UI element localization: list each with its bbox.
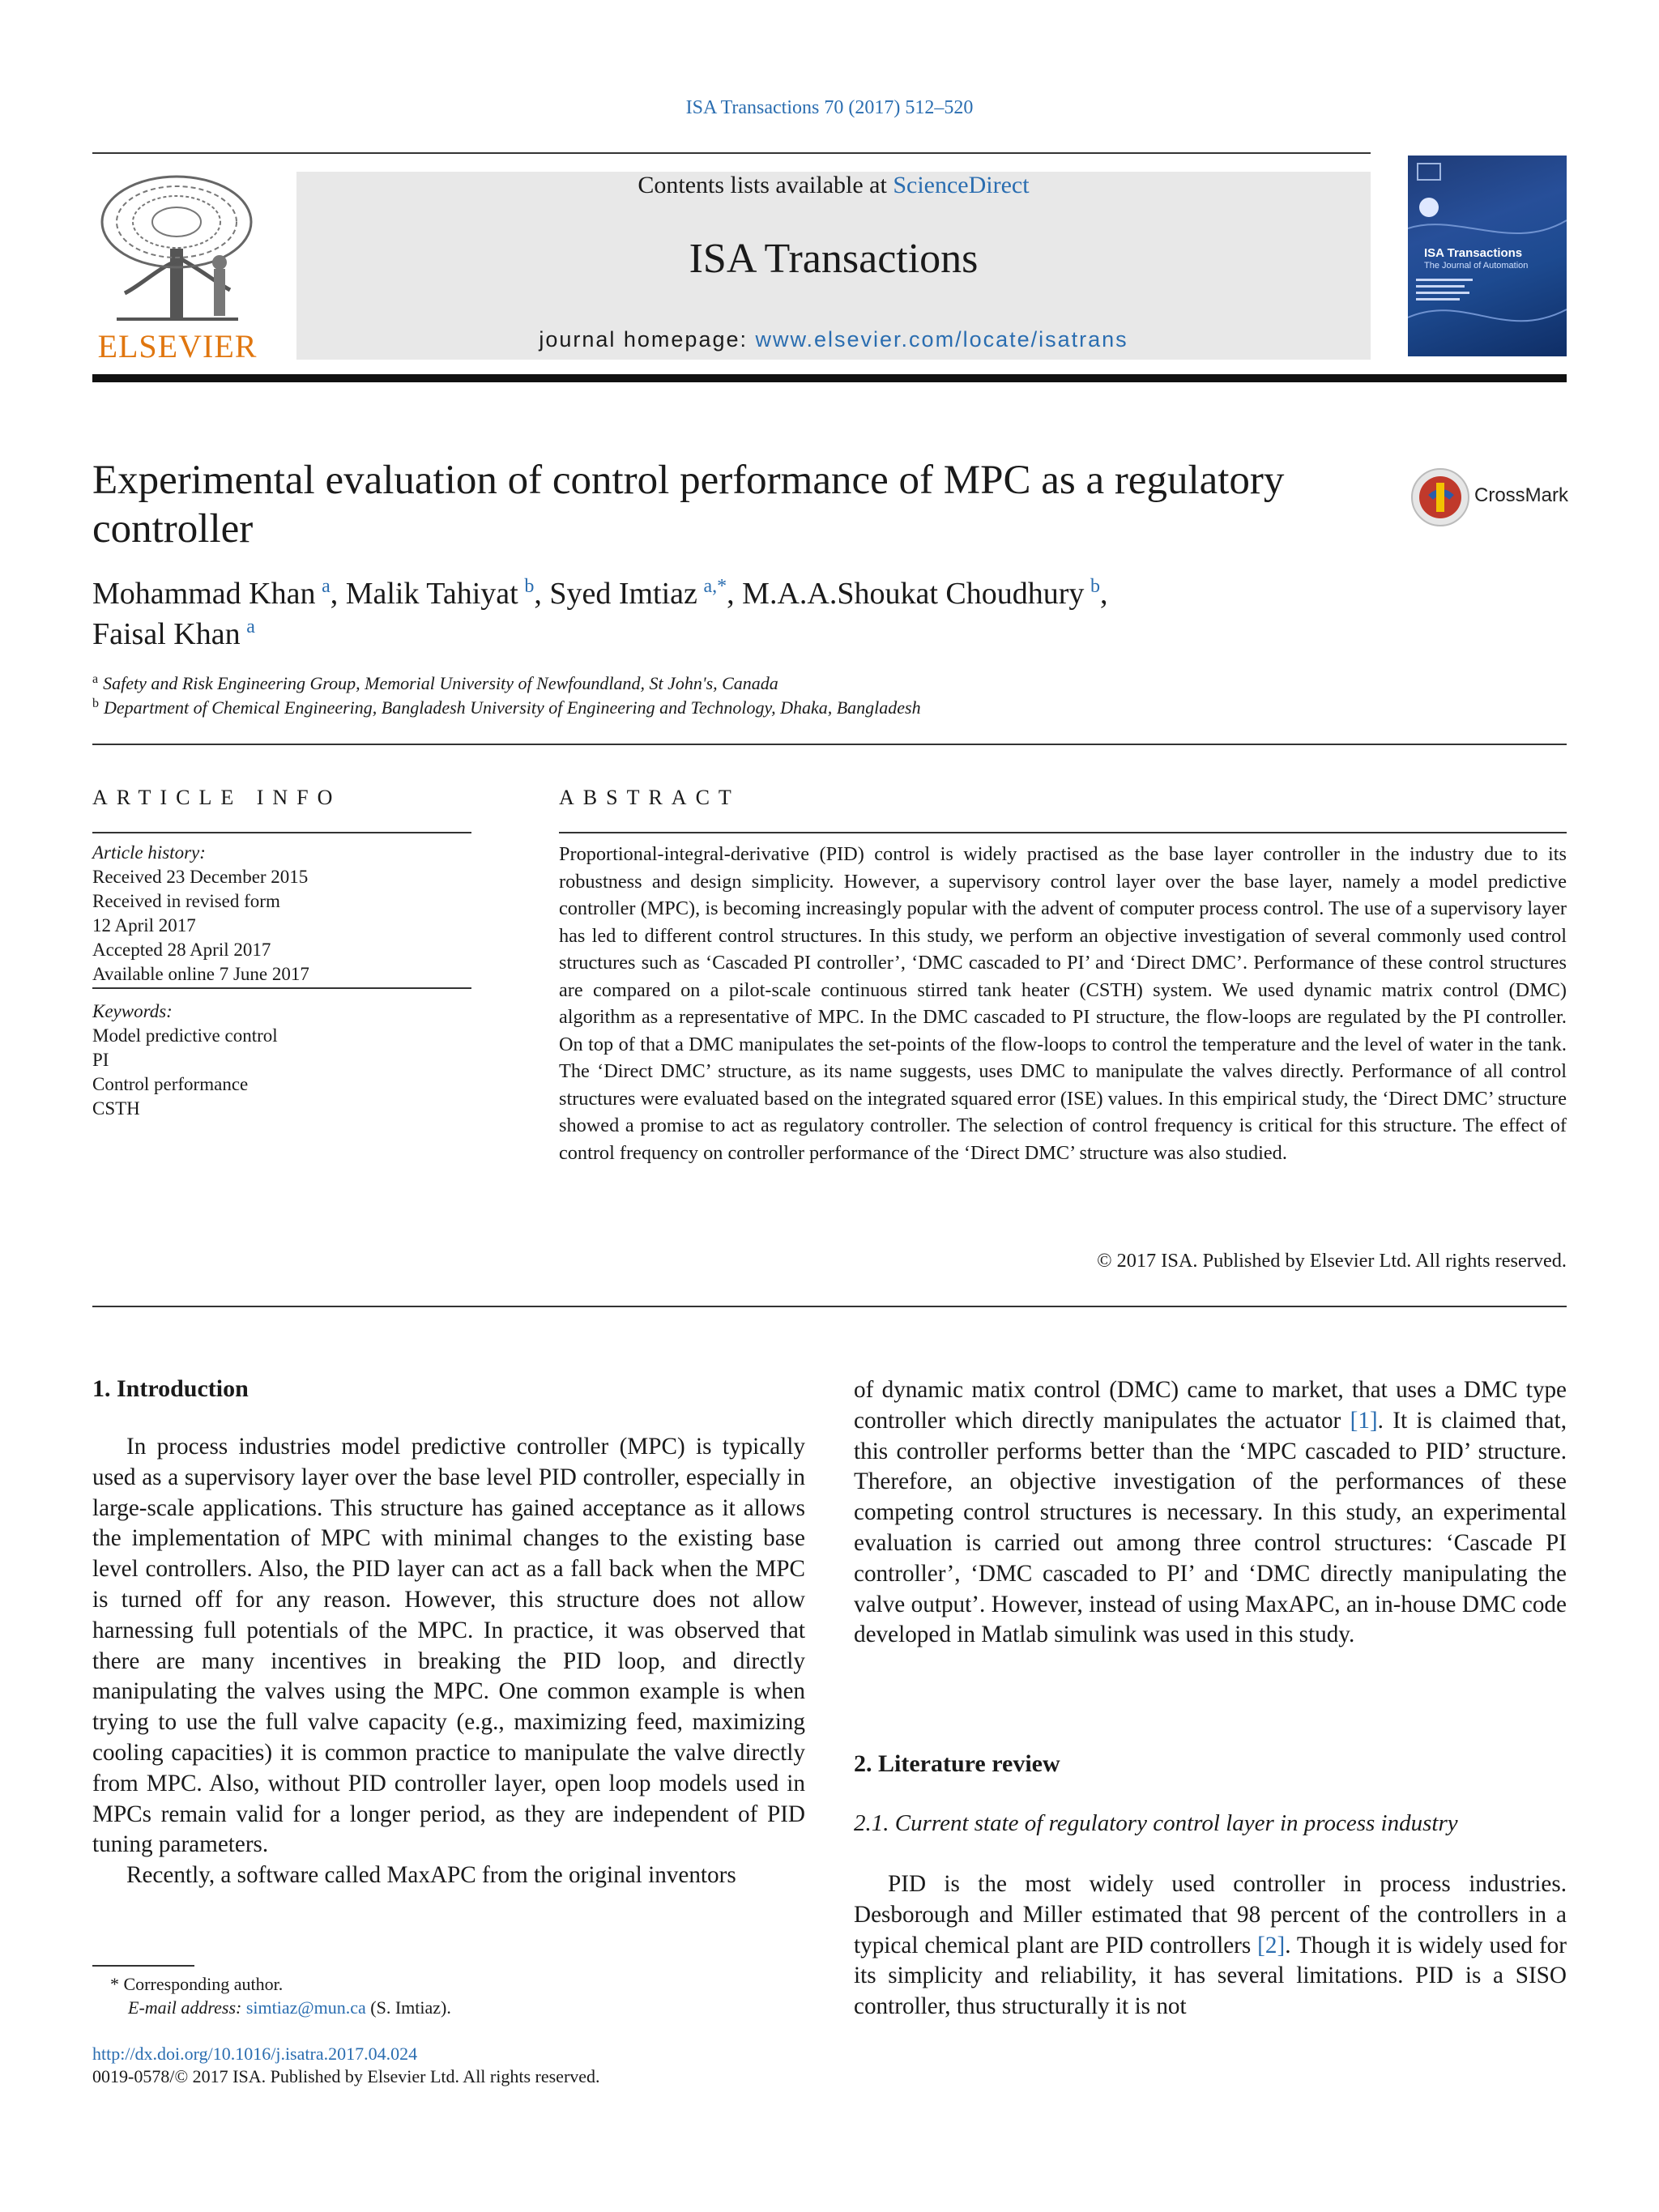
author-affil-mark[interactable]: a,* [703, 576, 727, 597]
elsevier-logo [92, 172, 262, 364]
abstract-heading: ABSTRACT [559, 786, 740, 809]
doi-link[interactable]: http://dx.doi.org/10.1016/j.isatra.2017.04.024 [92, 2044, 418, 2064]
author-name[interactable]: Mohammad Khan [92, 577, 316, 611]
paragraph [854, 1869, 1567, 2022]
keyword: PI [92, 1050, 109, 1070]
keyword: Model predictive control [92, 1025, 278, 1046]
elsevier-tree-icon [92, 172, 262, 326]
history-item: 12 April 2017 [92, 915, 196, 936]
journal-banner [296, 172, 1371, 360]
paper-title: Experimental evaluation of control performance of MPC as a regulatory controller [92, 458, 1285, 552]
article-info-heading: ARTICLE INFO [92, 786, 342, 809]
abstract-rule [559, 832, 1567, 833]
right-column-text [854, 1375, 1567, 1651]
abstract-copyright: © 2017 ISA. Published by Elsevier Ltd. All rights reserved. [1097, 1250, 1567, 1272]
author-affil-mark[interactable]: b [1090, 576, 1100, 597]
section-heading-introduction: 1. Introduction [92, 1375, 249, 1402]
homepage-prefix: journal homepage: [539, 327, 756, 352]
homepage-line [296, 327, 1371, 352]
reference-link[interactable]: [1] [1350, 1407, 1378, 1434]
footnote-rule [92, 1965, 194, 1967]
cover-subtitle: The Journal of Automation [1424, 261, 1529, 271]
section-rule [92, 744, 1567, 745]
crossmark-badge[interactable] [1410, 465, 1567, 530]
abstract-text: Proportional-integral-derivative (PID) control is widely practised as the base layer controller in the industry due to its robustness and design simplicity. However, a supervisory control layer over the base layer, namely a model predictive controller (MPC), is becoming increasingly popular with the advent of computer process control. The use of a supervisory layer has led to different control structures. In this study, we perform an objective investigation of several commonly used control structures such as ‘Cascaded PI controller’, ‘DMC cascaded to PI’ and ‘Direct DMC’. Performance of these control structures are compared on a pilot-scale continuous stirred tank heater (CSTH) system. We used dynamic matrix control (DMC) algorithm as a representative of MPC. In the DMC cascaded to PI structure, the flow-loops are regulated by the PI controller. On top of that a DMC manipulates the set-points of the flow-loops to control the temperature and the level of water in the tank. The ‘Direct DMC’ structure, as its name suggests, uses DMC to manipulate the valves directly. Performance of all control structures were evaluated based on the integrated squared error (ISE) values. In this empirical study, the ‘Direct DMC’ structure showed a promise to act as regulatory controller. The selection of control frequency is critical for this structure. The effect of control frequency on controller performance of the ‘Direct DMC’ structure was also studied. [559, 843, 1567, 1164]
left-column-text [92, 1432, 805, 1891]
corresponding-author-note [110, 1974, 283, 1995]
crossmark-icon [1410, 467, 1471, 528]
email-label: E-mail address: [128, 1997, 242, 2018]
footnote-text: Corresponding author. [123, 1974, 284, 1994]
keywords-list [92, 999, 471, 1121]
author-affil-mark[interactable]: b [524, 576, 535, 597]
history-item: Accepted 28 April 2017 [92, 940, 271, 960]
author-affil-mark[interactable]: a [246, 616, 255, 637]
email-link[interactable]: simtiaz@mun.ca [245, 1997, 366, 2018]
asterisk-icon: * [110, 1974, 124, 1994]
author-name[interactable]: Syed Imtiaz [549, 577, 697, 611]
article-history [92, 841, 471, 987]
right-column-text [854, 1869, 1567, 2022]
affiliation-mark: b [92, 697, 99, 710]
history-item: Received 23 December 2015 [92, 867, 309, 887]
journal-cover-image[interactable] [1408, 156, 1567, 356]
paragraph-text: . Though it is widely used for its simplicity and reliability, it has several limitations. PID is a SISO controller, thus structurally it is not [854, 1932, 1567, 2020]
issn-copyright: 0019-0578/© 2017 ISA. Published by Elsevier Ltd. All rights reserved. [92, 2066, 600, 2086]
section-heading-literature-review: 2. Literature review [854, 1750, 1060, 1777]
affiliation [92, 697, 921, 718]
crossmark-label: CrossMark [1474, 484, 1569, 506]
paragraph-text: PID is the most widely used controller in process industries. Desborough and Miller estimated that 98 percent of the controllers in a typical chemical plant are PID controllers [854, 1871, 1567, 1958]
paragraph-text: of dynamic matix control (DMC) came to market, that uses a DMC type controller which directly manipulates the actuator [854, 1377, 1567, 1434]
author-affil-mark[interactable]: a [322, 576, 331, 597]
header-thick-rule [92, 374, 1567, 382]
header-top-rule [92, 152, 1371, 154]
author-name[interactable]: Malik Tahiyat [345, 577, 518, 611]
section-rule [92, 1306, 1567, 1307]
email-owner: (S. Imtiaz). [370, 1997, 451, 2018]
journal-name: ISA Transactions [689, 236, 979, 282]
article-info-rule [92, 832, 471, 833]
contents-line [296, 172, 1371, 199]
journal-reference-link[interactable]: ISA Transactions 70 (2017) 512–520 [685, 97, 974, 118]
author-list: Mohammad Khan $^a$, Malik Tahiyat $^b$, Syed Imtiaz $^{a,*}$, M.A.A.Shoukat Choudhury $^b$, Faisal Khan $^a$ [92, 576, 1108, 651]
contents-prefix: Contents lists available at [638, 172, 893, 198]
cover-title: ISA Transactions [1424, 246, 1523, 260]
affiliation-mark: a [92, 672, 99, 686]
paragraph: Recently, a software called MaxAPC from the original inventors [126, 1862, 736, 1889]
keyword: Control performance [92, 1074, 249, 1094]
homepage-link[interactable]: www.elsevier.com/locate/isatrans [755, 327, 1128, 352]
keywords-label: Keywords: [92, 1001, 173, 1021]
paragraph: In process industries model predictive controller (MPC) is typically used as a supervisory layer over the base level PID controller, especially in large-scale applications. This structure has gained acceptance as it allows the implementation of MPC with minimal changes to the existing base level controllers. Also, the PID layer can act as a fall back when the MPC is turned off for any reason. However, this structure does not allow harnessing full potentials of the MPC. In practice, it was observed that there are many incentives in breaking the PID loop, and directly manipulating the valves using the MPC. One common example is when trying to use the full valve capacity (e.g., maximizing feed, maximizing cooling capacities) it is common practice to manipulate the valve directly from MPC. Also, without PID controller layer, open loop models used in MPCs remain valid for a longer period, as they are independent of PID tuning parameters. [92, 1434, 805, 1858]
affiliation-text: Department of Chemical Engineering, Bangladesh University of Engineering and Technology, Dhaka, Bangladesh [104, 697, 921, 718]
subsection-heading: 2.1. Current state of regulatory control layer in process industry [854, 1810, 1458, 1836]
reference-link[interactable]: [2] [1257, 1932, 1286, 1958]
author-name[interactable]: Faisal Khan [92, 617, 241, 651]
history-item: Received in revised form [92, 891, 280, 911]
article-info-rule [92, 987, 471, 989]
sciencedirect-link[interactable]: ScienceDirect [893, 172, 1030, 198]
author-name[interactable]: M.A.A.Shoukat Choudhury [742, 577, 1085, 611]
email-note [128, 1997, 451, 2018]
affiliation [92, 672, 778, 694]
history-label: Article history: [92, 842, 206, 863]
affiliation-text: Safety and Risk Engineering Group, Memorial University of Newfoundland, St John's, Canada [103, 673, 778, 693]
paragraph [854, 1375, 1567, 1651]
paragraph-text: . It is claimed that, this controller performs better than the ‘MPC cascaded to PID’ structure. Therefore, an objective investigation of the performances of these competing control structures is necessary. In this study, an experimental evaluation is carried out among three control structures: ‘Cascade PI controller’, ‘DMC cascaded to PI’ and ‘DMC directly manipulating the valve output’. However, instead of using MaxAPC, an in-house DMC code developed in Matlab simulink was used in this study. [854, 1407, 1567, 1648]
elsevier-wordmark: ELSEVIER [97, 328, 258, 364]
keyword: CSTH [92, 1098, 140, 1119]
history-item: Available online 7 June 2017 [92, 964, 309, 984]
